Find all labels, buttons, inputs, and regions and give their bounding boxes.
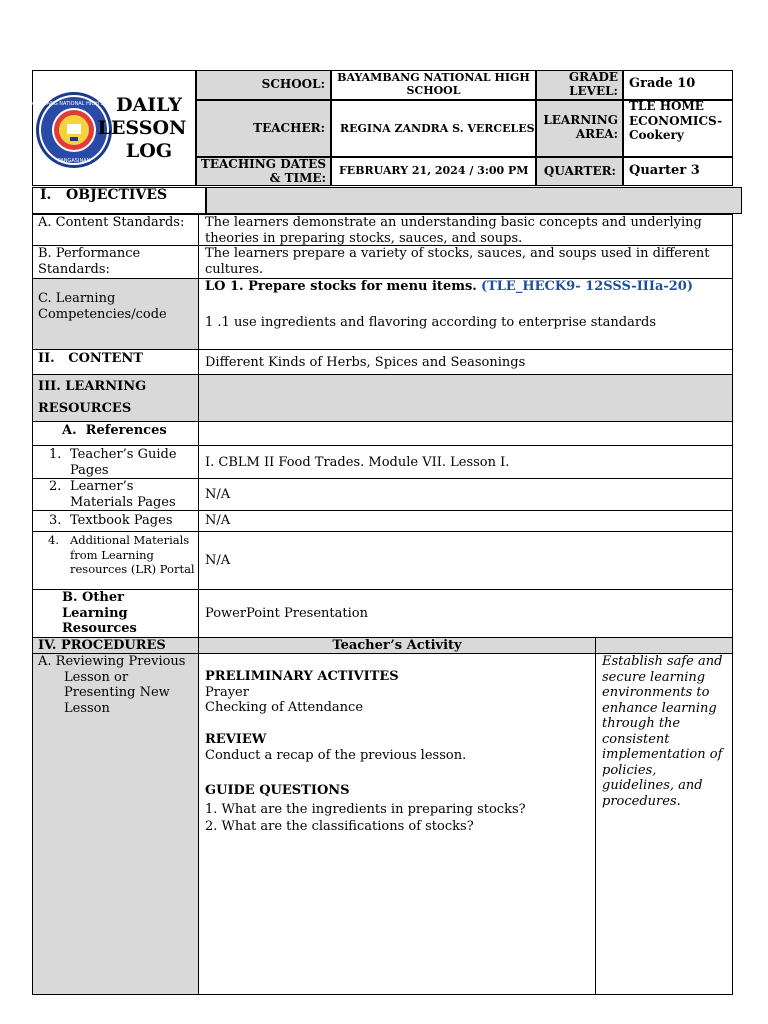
step-a-text: A. Reviewing Previous Lesson or Presenting New Lesson xyxy=(38,654,186,716)
resource-item-1-num: 1. xyxy=(49,447,62,462)
row-line xyxy=(32,421,733,422)
grade-label: GRADE LEVEL: xyxy=(568,70,618,98)
learning-area-value: TLE HOME ECONOMICS- Cookery xyxy=(629,99,723,142)
other-resources-label: B. Other Learning Resources xyxy=(62,590,137,636)
teacher-value: REGINA ZANDRA S. VERCELES xyxy=(340,122,535,135)
guide-item-1: 1. What are the ingredients in preparing stocks? xyxy=(205,802,526,817)
title-line-3: LOG xyxy=(125,140,173,162)
other-resources-value: PowerPoint Presentation xyxy=(205,606,368,621)
resource-item-2-value: N/A xyxy=(205,487,231,502)
lo-text: LO 1. Prepare stocks for menu items. xyxy=(205,279,477,294)
review-heading: REVIEW xyxy=(205,732,267,747)
doc-title xyxy=(97,94,194,163)
resources-heading: III. LEARNING RESOURCES xyxy=(38,379,147,416)
title-line-2: LESSON xyxy=(97,117,187,139)
side-note: Establish safe and secure learning environments to enhance learning through the consistent implementation of policies, guidelines, and procedures. xyxy=(602,654,723,809)
resource-item-3-label: Textbook Pages xyxy=(70,513,173,528)
guide-heading: GUIDE QUESTIONS xyxy=(205,783,350,798)
logo-ring-text: BAYAMBANG NATIONAL HIGH SCHOOL xyxy=(26,101,122,107)
resource-item-3-value: N/A xyxy=(205,513,231,528)
content-heading: II. CONTENT xyxy=(38,351,143,366)
objectives-heading: I. OBJECTIVES xyxy=(40,187,168,203)
school-value: BAYAMBANG NATIONAL HIGH SCHOOL xyxy=(337,71,530,97)
review-text: Conduct a recap of the previous lesson. xyxy=(205,748,467,763)
row-line xyxy=(32,510,733,511)
side-column-divider xyxy=(595,638,596,995)
guide-item-2: 2. What are the classifications of stocks? xyxy=(205,819,474,834)
resource-item-4-value: N/A xyxy=(205,553,231,568)
prelim-item-2: Checking of Attendance xyxy=(205,700,364,715)
quarter-label: QUARTER: xyxy=(543,164,616,178)
row-line xyxy=(32,445,733,446)
quarter-value: Quarter 3 xyxy=(629,163,700,178)
row-line xyxy=(32,531,733,532)
resource-item-4-label: Additional Materials from Learning resources (LR) Portal xyxy=(70,533,195,576)
dates-label: TEACHING DATES & TIME: xyxy=(200,157,326,185)
row-line xyxy=(32,349,733,350)
step-a-label xyxy=(38,654,193,716)
competency-item: 1 .1 use ingredients and flavoring according to enterprise standards xyxy=(205,315,657,330)
resource-item-2-label: Learner’s Materials Pages xyxy=(70,479,176,510)
objectives-gray-cell xyxy=(206,187,742,214)
learning-objective xyxy=(205,279,725,295)
competencies-label: C. Learning Competencies/code xyxy=(38,291,167,322)
content-value: Different Kinds of Herbs, Spices and Seasonings xyxy=(205,355,526,370)
prelim-item-1: Prayer xyxy=(205,685,249,700)
prelim-heading: PRELIMINARY ACTIVITES xyxy=(205,669,399,684)
resource-item-3-num: 3. xyxy=(49,513,62,528)
teachers-activity-header: Teacher’s Activity xyxy=(332,638,462,653)
content-standards-value: The learners demonstrate an understanding basic concepts and underlying theories in preparing stocks, sauces, and soups. xyxy=(205,215,702,246)
column-divider xyxy=(198,375,199,421)
resource-item-1-value: I. CBLM II Food Trades. Module VII. Lesson I. xyxy=(205,455,510,470)
logo-ring-bottom-text: PANGASINAN xyxy=(57,158,91,164)
grade-value: Grade 10 xyxy=(629,76,696,91)
dates-value: FEBRUARY 21, 2024 / 3:00 PM xyxy=(339,164,529,177)
references-label: A. References xyxy=(62,423,167,438)
performance-standards-label: B. Performance Standards: xyxy=(38,246,141,277)
learning-area-label: LEARNING AREA: xyxy=(543,113,618,141)
content-standards-label: A. Content Standards: xyxy=(38,215,185,230)
teacher-label: TEACHER: xyxy=(253,121,325,135)
title-line-1: DAILY xyxy=(116,94,182,116)
resource-item-2-num: 2. xyxy=(49,479,62,494)
performance-standards-value: The learners prepare a variety of stocks, sauces, and soups used in different cultures. xyxy=(205,246,710,277)
resource-item-1-label: Teacher’s Guide Pages xyxy=(70,447,177,478)
procedures-heading: IV. PROCEDURES xyxy=(38,638,166,653)
school-label: SCHOOL: xyxy=(261,77,325,91)
lo-code: (TLE_HECK9- 12SSS-IIIa-20) xyxy=(480,279,694,294)
column-divider xyxy=(198,214,199,995)
resource-item-4-num: 4. xyxy=(48,533,59,547)
